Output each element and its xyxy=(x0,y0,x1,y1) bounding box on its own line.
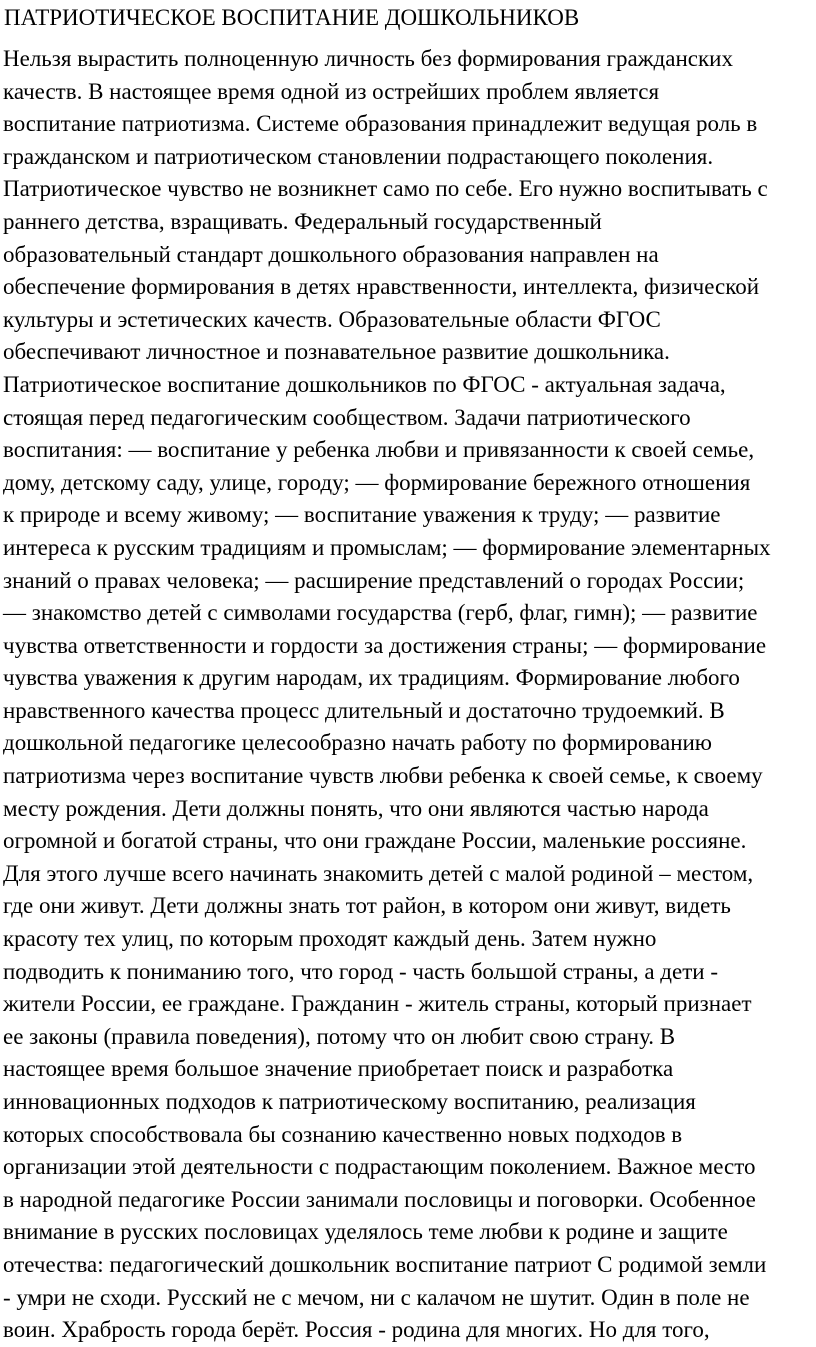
text-line: дошкольной педагогике целесообразно начать работу по формированию xyxy=(3,730,712,756)
text-line: культуры и эстетических качеств. Образовательные области ФГОС xyxy=(3,306,661,332)
text-line: настоящее время большое значение приобретает поиск и разработка xyxy=(3,1056,674,1082)
text-line: в народной педагогике России занимали пословицы и поговорки. Особенное xyxy=(3,1186,756,1212)
text-line: — знакомство детей с символами государства (герб, флаг, гимн); — развитие xyxy=(3,600,758,626)
text-line: стоящая перед педагогическим сообществом. Задачи патриотического xyxy=(3,404,691,430)
text-line: качеств. В настоящее время одной из острейших проблем является xyxy=(3,78,660,104)
text-line: интереса к русским традициям и промыслам; — формирование элементарных xyxy=(3,534,771,560)
text-line: Патриотическое воспитание дошкольников по ФГОС - актуальная задача, xyxy=(3,371,726,397)
text-line: инновационных подходов к патриотическому воспитанию, реализация xyxy=(3,1089,696,1114)
text-line: Патриотическое чувство не возникнет само по себе. Его нужно воспитывать с xyxy=(3,176,768,202)
text-line: образовательный стандарт дошкольного образования направлен на xyxy=(3,241,659,267)
text-line: месту рождения. Дети должны понять, что они являются частью народа xyxy=(3,795,709,821)
text-line: организации этой деятельности с подрастающим поколением. Важное место xyxy=(3,1154,756,1180)
text-line: огромной и богатой страны, что они граждане России, маленькие россияне. xyxy=(3,828,747,854)
document-body xyxy=(3,43,816,1347)
text-line: Нельзя вырастить полноценную личность без формирования гражданских xyxy=(3,46,733,71)
text-line: нравственного качества процесс длительный и достаточно трудоемкий. В xyxy=(3,697,725,723)
text-line: патриотизма через воспитание чувств любви ребенка к своей семье, к своему xyxy=(3,763,763,789)
text-line: воин. Храбрость города берёт. Россия - родина для многих. Но для того, xyxy=(3,1317,710,1343)
text-line: подводить к пониманию того, что город - часть большой страны, а дети - xyxy=(3,958,718,984)
text-line: дому, детскому саду, улице, городу; — формирование бережного отношения xyxy=(3,469,751,495)
text-line: обеспечивают личностное и познавательное развитие дошкольника. xyxy=(3,339,670,365)
text-line: знаний о правах человека; — расширение представлений о городах России; xyxy=(3,567,745,593)
text-line: Для этого лучше всего начинать знакомить детей с малой родиной – местом, xyxy=(3,860,754,886)
text-line: чувства уважения к другим народам, их традициям. Формирование любого xyxy=(3,665,740,691)
text-line: где они живут. Дети должны знать тот район, в котором они живут, видеть xyxy=(3,893,731,919)
text-line: ее законы (правила поведения), потому что он любит свою страну. В xyxy=(3,1023,676,1049)
text-line: внимание в русских пословицах уделялось теме любви к родине и защите xyxy=(3,1219,728,1245)
text-line: воспитания: — воспитание у ребенка любви и привязанности к своей семье, xyxy=(3,437,755,463)
text-line: к природе и всему живому; — воспитание уважения к труду; — развитие xyxy=(3,502,721,528)
text-line: отечества: педагогический дошкольник воспитание патриот С родимой земли xyxy=(3,1251,767,1277)
text-line: гражданском и патриотическом становлении подрастающего поколения. xyxy=(3,143,714,169)
document-title: ПАТРИОТИЧЕСКОЕ ВОСПИТАНИЕ ДОШКОЛЬНИКОВ xyxy=(4,5,580,30)
text-line: воспитание патриотизма. Системе образования принадлежит ведущая роль в xyxy=(3,111,758,137)
text-line: обеспечение формирования в детях нравственности, интеллекта, физической xyxy=(3,274,760,300)
text-line: - умри не сходи. Русский не с мечом, ни с калачом не шутит. Один в поле не xyxy=(3,1284,750,1310)
text-line: которых способствовала бы сознанию качественно новых подходов в xyxy=(3,1121,683,1147)
text-line: чувства ответственности и гордости за достижения страны; — формирование xyxy=(3,632,767,658)
text-line: красоту тех улиц, по которым проходят каждый день. Затем нужно xyxy=(3,926,657,952)
text-line: раннего детства, взращивать. Федеральный государственный xyxy=(3,208,602,234)
text-line: жители России, ее граждане. Гражданин - житель страны, который признает xyxy=(3,991,752,1017)
